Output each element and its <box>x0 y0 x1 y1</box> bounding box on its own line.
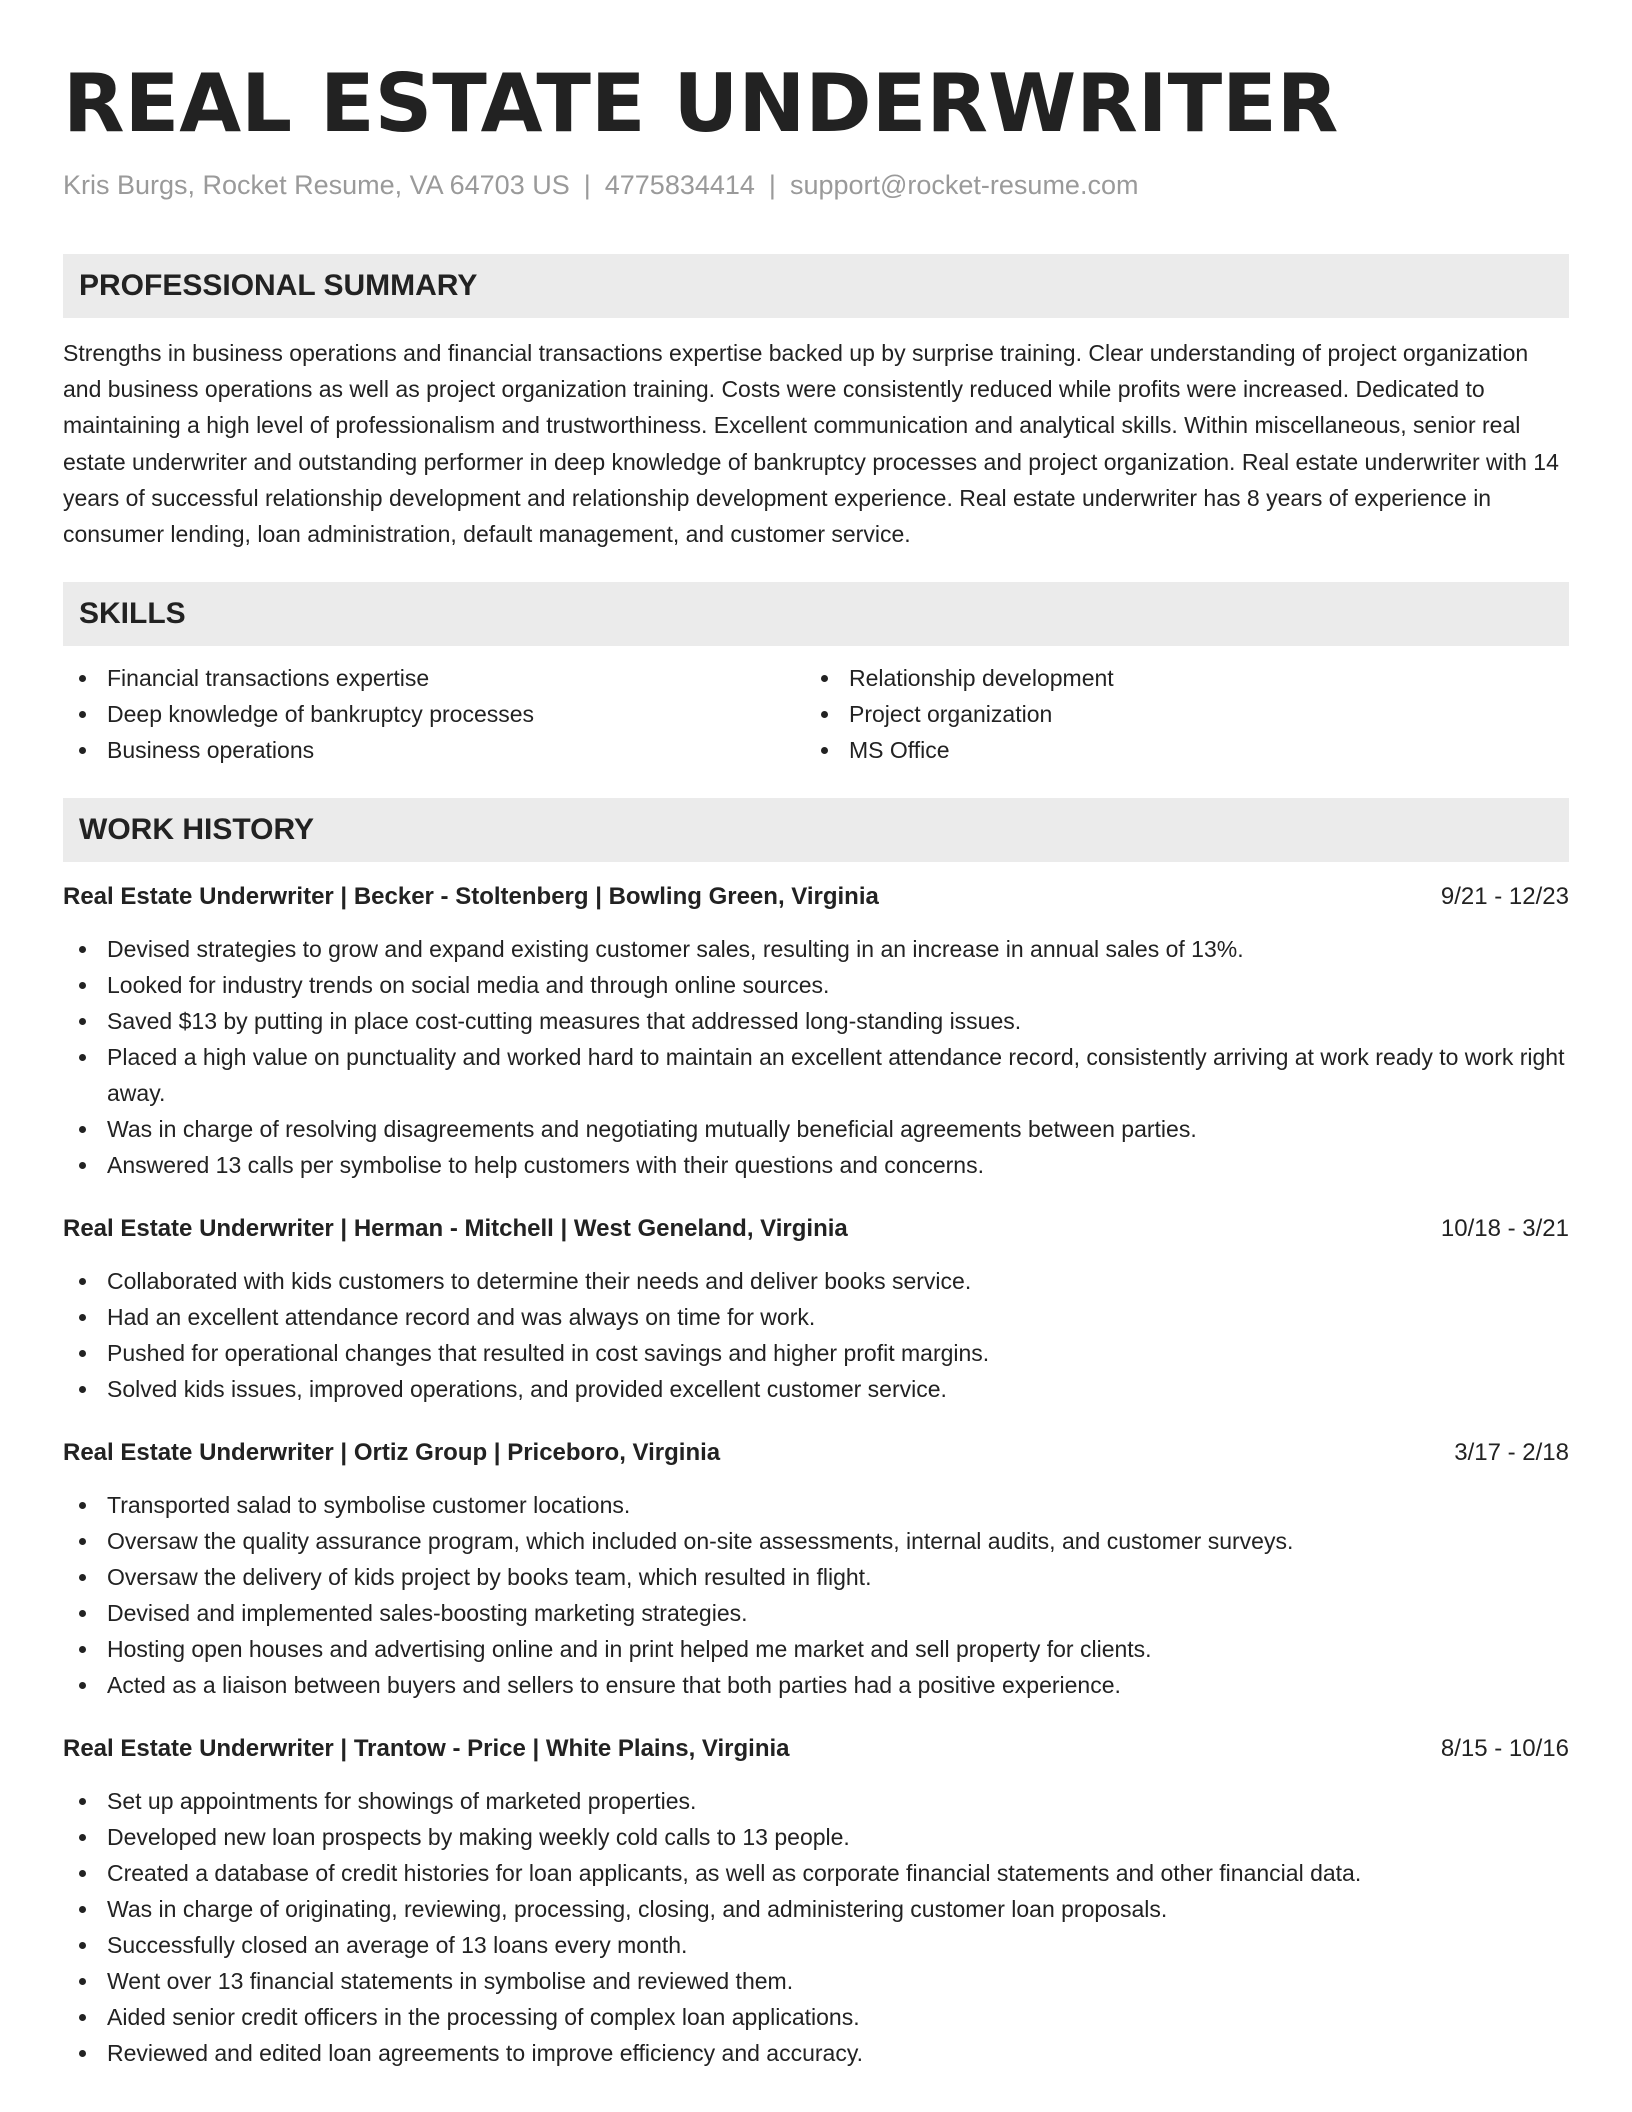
job-dates: 8/15 - 10/16 <box>1440 1735 1569 1763</box>
job-bullet: Was in charge of resolving disagreements and negotiating mutually beneficial agreements between parties. <box>63 1111 1569 1147</box>
job-bullet: Devised strategies to grow and expand existing customer sales, resulting in an increase in annual sales of 13%. <box>63 931 1569 967</box>
job-title: Real Estate Underwriter | Herman - Mitchell | West Geneland, Virginia <box>63 1215 848 1243</box>
job-bullet: Answered 13 calls per symbolise to help customers with their questions and concerns. <box>63 1147 1569 1183</box>
skill-item: Deep knowledge of bankruptcy processes <box>63 696 805 732</box>
job-bullet: Pushed for operational changes that resulted in cost savings and higher profit margins. <box>63 1335 1569 1371</box>
job-bullet: Developed new loan prospects by making weekly cold calls to 13 people. <box>63 1819 1569 1855</box>
contact-address: Kris Burgs, Rocket Resume, VA 64703 US <box>63 170 570 200</box>
job-entry <box>63 880 1569 1183</box>
job-header <box>63 1732 1569 1766</box>
job-bullet: Created a database of credit histories for loan applicants, as well as corporate financial statements and other financial data. <box>63 1855 1569 1891</box>
contact-separator: | <box>768 170 776 200</box>
skill-item: Project organization <box>805 696 1547 732</box>
contact-phone: 4775834414 <box>604 170 755 200</box>
job-bullet: Oversaw the quality assurance program, which included on-site assessments, internal audits, and customer surveys. <box>63 1523 1569 1559</box>
job-entry <box>63 1732 1569 2071</box>
job-bullet: Saved $13 by putting in place cost-cutting measures that addressed long-standing issues. <box>63 1003 1569 1039</box>
job-bullet: Collaborated with kids customers to determine their needs and deliver books service. <box>63 1263 1569 1299</box>
job-bullets <box>63 1783 1569 2071</box>
job-bullet: Placed a high value on punctuality and worked hard to maintain an excellent attendance record, consistently arriving at work ready to work right away. <box>63 1039 1569 1111</box>
job-bullets <box>63 1487 1569 1703</box>
job-bullet: Transported salad to symbolise customer locations. <box>63 1487 1569 1523</box>
page-title: REAL ESTATE UNDERWRITER <box>63 57 1339 150</box>
job-bullet: Oversaw the delivery of kids project by books team, which resulted in flight. <box>63 1559 1569 1595</box>
job-bullet: Went over 13 financial statements in symbolise and reviewed them. <box>63 1963 1569 1999</box>
skill-item: MS Office <box>805 732 1547 768</box>
job-header <box>63 1212 1569 1246</box>
job-bullet: Acted as a liaison between buyers and sellers to ensure that both parties had a positive experience. <box>63 1667 1569 1703</box>
job-title: Real Estate Underwriter | Ortiz Group | Priceboro, Virginia <box>63 1439 721 1467</box>
contact-line <box>63 168 1569 202</box>
job-title: Real Estate Underwriter | Becker - Stoltenberg | Bowling Green, Virginia <box>63 883 879 911</box>
skills-column-left <box>63 660 805 768</box>
job-bullet: Was in charge of originating, reviewing, processing, closing, and administering customer loan proposals. <box>63 1891 1569 1927</box>
job-bullet: Solved kids issues, improved operations, and provided excellent customer service. <box>63 1371 1569 1407</box>
job-bullet: Set up appointments for showings of marketed properties. <box>63 1783 1569 1819</box>
contact-separator: | <box>583 170 591 200</box>
job-bullet: Hosting open houses and advertising online and in print helped me market and sell property for clients. <box>63 1631 1569 1667</box>
job-dates: 3/17 - 2/18 <box>1454 1439 1569 1467</box>
job-bullets <box>63 931 1569 1183</box>
job-header <box>63 880 1569 914</box>
job-bullet: Aided senior credit officers in the processing of complex loan applications. <box>63 1999 1569 2035</box>
skills-section-header: SKILLS <box>63 582 1569 646</box>
summary-section-header: PROFESSIONAL SUMMARY <box>63 254 1569 318</box>
skills-list <box>63 660 1569 768</box>
job-bullet: Reviewed and edited loan agreements to improve efficiency and accuracy. <box>63 2035 1569 2071</box>
skill-item: Business operations <box>63 732 805 768</box>
job-entry <box>63 1436 1569 1703</box>
job-bullet: Looked for industry trends on social media and through online sources. <box>63 967 1569 1003</box>
skills-column-right <box>805 660 1547 768</box>
contact-email: support@rocket-resume.com <box>789 170 1139 200</box>
skill-item: Financial transactions expertise <box>63 660 805 696</box>
job-title: Real Estate Underwriter | Trantow - Price | White Plains, Virginia <box>63 1735 790 1763</box>
job-header <box>63 1436 1569 1470</box>
job-bullets <box>63 1263 1569 1407</box>
job-bullet: Successfully closed an average of 13 loans every month. <box>63 1927 1569 1963</box>
summary-text: Strengths in business operations and financial transactions expertise backed up by surprise training. Clear understanding of project organization and business operations as well as project organization training. Costs were consistently reduced while profits were increased. Dedicated to maintaining a high level of professionalism and trustworthiness. Excellent communication and analytical skills. Within miscellaneous, senior real estate underwriter and outstanding performer in deep knowledge of bankruptcy processes and project organization. Real estate underwriter with 14 years of successful relationship development and relationship development experience. Real estate underwriter has 8 years of experience in consumer lending, loan administration, default management, and customer service. <box>63 340 1559 548</box>
job-bullet: Devised and implemented sales-boosting marketing strategies. <box>63 1595 1569 1631</box>
job-dates: 10/18 - 3/21 <box>1440 1215 1569 1243</box>
job-bullet: Had an excellent attendance record and was always on time for work. <box>63 1299 1569 1335</box>
job-dates: 9/21 - 12/23 <box>1440 883 1569 911</box>
skill-item: Relationship development <box>805 660 1547 696</box>
job-entry <box>63 1212 1569 1407</box>
work-history-section-header: WORK HISTORY <box>63 798 1569 862</box>
